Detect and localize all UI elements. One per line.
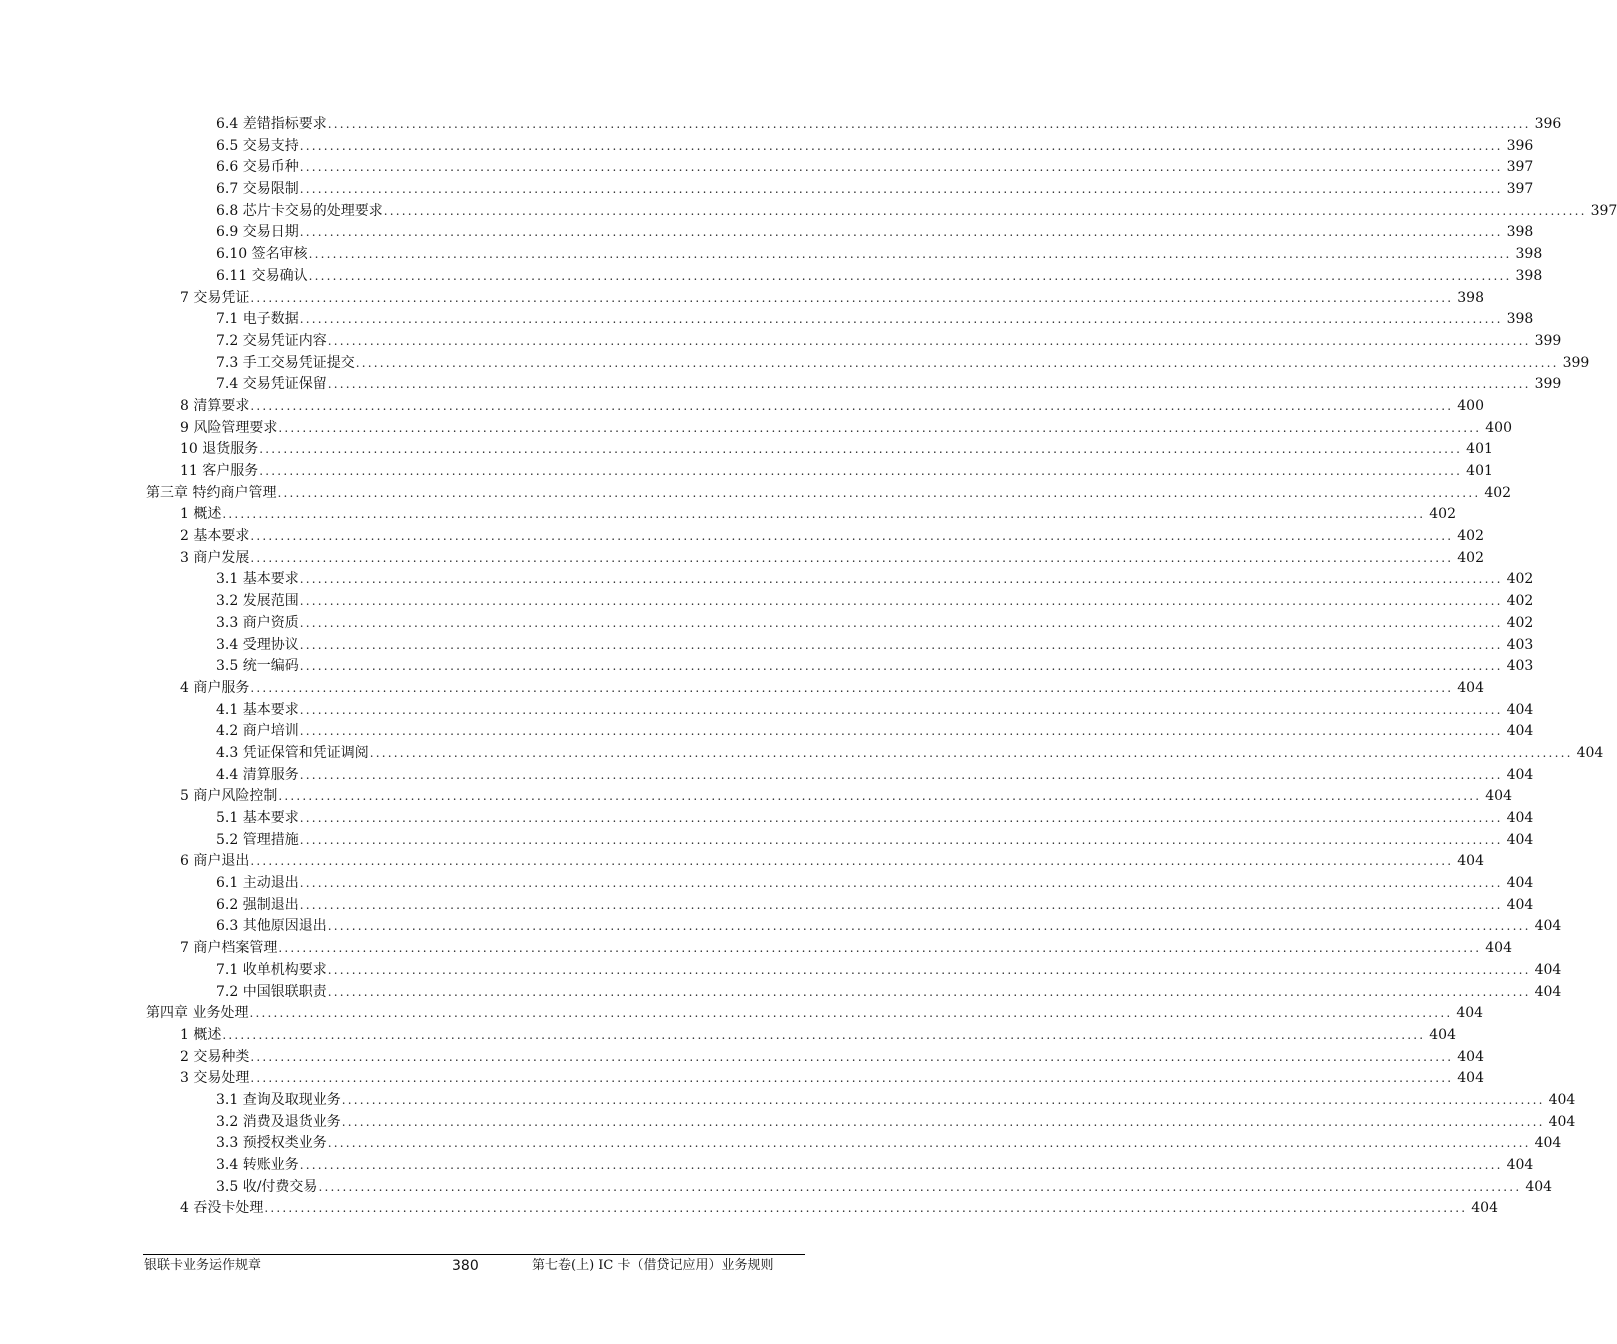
toc-entry-page: 398 xyxy=(1457,289,1484,306)
toc-dot-leader: ........................................................................................................................................................................................................ xyxy=(299,594,1503,609)
toc-entry-title: 6.1 主动退出 xyxy=(216,875,299,892)
toc-entry-page: 404 xyxy=(1506,896,1534,913)
toc-dot-leader: ........................................................................................................................................................................................................ xyxy=(327,333,1531,348)
toc-entry-page: 396 xyxy=(1506,137,1534,154)
toc-entry-page: 402 xyxy=(1457,549,1484,566)
toc-dot-leader: ........................................................................................................................................................................................................ xyxy=(299,767,1503,782)
toc-dot-leader: ........................................................................................................................................................................................................ xyxy=(259,464,1463,478)
toc-entry-page: 404 xyxy=(1506,701,1534,718)
toc-dot-leader: ........................................................................................................................................................................................................ xyxy=(341,1114,1545,1129)
toc-entry-title: 5 商户风险控制 xyxy=(180,788,278,805)
table-of-contents xyxy=(0,114,1617,1220)
toc-dot-leader: ........................................................................................................................................................................................................ xyxy=(299,702,1503,717)
toc-entry-title: 3.1 查询及取现业务 xyxy=(216,1091,341,1108)
toc-entry-title: 第三章 特约商户管理 xyxy=(146,484,277,501)
toc-entry-title: 1 概述 xyxy=(180,1026,222,1043)
toc-entry-page: 400 xyxy=(1457,397,1484,414)
toc-entry-page: 404 xyxy=(1534,918,1562,935)
toc-entry-title: 3 交易处理 xyxy=(180,1070,250,1087)
toc-dot-leader: ........................................................................................................................................................................................................ xyxy=(355,355,1559,370)
toc-entry[interactable] xyxy=(216,830,1534,852)
toc-entry-title: 4 商户服务 xyxy=(180,679,250,696)
toc-entry-page: 402 xyxy=(1484,484,1512,501)
toc-entry[interactable] xyxy=(180,851,1484,873)
toc-entry-page: 404 xyxy=(1534,1135,1562,1152)
toc-entry[interactable] xyxy=(180,418,1512,440)
toc-entry-page: 399 xyxy=(1534,376,1562,393)
toc-dot-leader: ........................................................................................................................................................................................................ xyxy=(299,832,1503,847)
toc-entry-title: 11 客户服务 xyxy=(180,463,259,479)
toc-entry-title: 3.3 预授权类业务 xyxy=(216,1135,327,1152)
toc-entry[interactable] xyxy=(216,982,1562,1004)
toc-entry-title: 7.2 交易凭证内容 xyxy=(216,332,327,349)
toc-entry-title: 5.2 管理措施 xyxy=(216,831,299,848)
toc-entry-title: 6.3 其他原因退出 xyxy=(216,918,327,935)
footer-page-number: 380 xyxy=(452,1258,479,1274)
toc-entry[interactable] xyxy=(146,1003,1484,1025)
toc-entry-page: 404 xyxy=(1506,1157,1534,1173)
toc-dot-leader: ........................................................................................................................................................................................................ xyxy=(250,550,1454,565)
toc-dot-leader: ........................................................................................................................................................................................................ xyxy=(250,1071,1454,1086)
toc-entry-title: 7.3 手工交易凭证提交 xyxy=(216,354,355,371)
toc-entry[interactable] xyxy=(216,136,1534,158)
toc-dot-leader: ........................................................................................................................................................................................................ xyxy=(278,420,1482,435)
toc-dot-leader: ........................................................................................................................................................................................................ xyxy=(299,811,1503,825)
toc-entry-title: 4.4 清算服务 xyxy=(216,766,299,783)
toc-dot-leader: ........................................................................................................................................................................................................ xyxy=(249,1006,1453,1021)
toc-entry-page: 404 xyxy=(1506,831,1534,848)
toc-dot-leader: ........................................................................................................................................................................................................ xyxy=(299,160,1503,175)
toc-dot-leader: ........................................................................................................................................................................................................ xyxy=(250,290,1454,305)
toc-entry[interactable] xyxy=(216,353,1590,375)
toc-entry-title: 3.4 受理协议 xyxy=(216,636,299,653)
toc-entry[interactable] xyxy=(180,548,1484,570)
toc-entry-title: 4 吞没卡处理 xyxy=(180,1200,264,1217)
toc-entry-title: 6.5 交易支持 xyxy=(216,137,299,154)
toc-entry[interactable] xyxy=(180,938,1512,960)
toc-entry[interactable] xyxy=(216,201,1617,223)
toc-dot-leader: ........................................................................................................................................................................................................ xyxy=(299,312,1503,327)
toc-entry-title: 7.4 交易凭证保留 xyxy=(216,376,327,393)
toc-entry-page: 401 xyxy=(1466,441,1493,458)
toc-entry[interactable] xyxy=(216,743,1604,765)
toc-entry-title: 2 交易种类 xyxy=(180,1048,250,1065)
toc-dot-leader: ........................................................................................................................................................................................................ xyxy=(299,182,1503,197)
toc-dot-leader: ........................................................................................................................................................................................................ xyxy=(277,485,1481,500)
toc-entry[interactable] xyxy=(216,721,1534,743)
toc-entry-title: 第四章 业务处理 xyxy=(146,1005,249,1022)
toc-dot-leader: ........................................................................................................................................................................................................ xyxy=(250,398,1454,413)
toc-entry-title: 1 概述 xyxy=(180,506,222,523)
toc-entry[interactable] xyxy=(216,873,1534,895)
toc-entry[interactable] xyxy=(216,895,1534,917)
toc-entry-page: 403 xyxy=(1506,636,1534,653)
toc-entry-page: 404 xyxy=(1548,1113,1576,1130)
toc-entry-page: 404 xyxy=(1534,961,1562,978)
toc-entry[interactable] xyxy=(216,244,1543,266)
toc-entry-page: 404 xyxy=(1457,1070,1484,1087)
toc-entry[interactable] xyxy=(216,1177,1553,1199)
toc-entry-page: 404 xyxy=(1576,744,1604,761)
toc-entry-title: 6.11 交易确认 xyxy=(216,267,308,284)
toc-dot-leader: ........................................................................................................................................................................................................ xyxy=(383,203,1587,218)
toc-entry-title: 6.10 签名审核 xyxy=(216,246,308,263)
toc-entry[interactable] xyxy=(216,309,1534,331)
toc-entry-page: 402 xyxy=(1506,614,1534,631)
toc-dot-leader: ........................................................................................................................................................................................................ xyxy=(308,268,1512,283)
toc-entry-page: 404 xyxy=(1506,723,1534,740)
toc-entry-page: 404 xyxy=(1471,1200,1498,1217)
toc-entry[interactable] xyxy=(216,916,1562,938)
toc-entry[interactable] xyxy=(216,1112,1576,1134)
toc-dot-leader: ........................................................................................................................................................................................................ xyxy=(299,225,1503,240)
toc-entry-title: 7.2 中国银联职责 xyxy=(216,983,327,1000)
toc-dot-leader: ........................................................................................................................................................................................................ xyxy=(299,572,1503,587)
toc-entry-title: 6 商户退出 xyxy=(180,853,250,870)
toc-entry-page: 398 xyxy=(1515,267,1543,284)
toc-entry-page: 404 xyxy=(1506,810,1534,826)
toc-entry-title: 4.2 商户培训 xyxy=(216,723,299,740)
toc-entry[interactable] xyxy=(216,613,1534,635)
toc-entry-title: 6.4 差错指标要求 xyxy=(216,116,327,132)
toc-entry[interactable] xyxy=(180,1025,1456,1047)
toc-entry-title: 7 商户档案管理 xyxy=(180,940,278,957)
toc-entry[interactable] xyxy=(180,1198,1498,1220)
toc-dot-leader: ........................................................................................................................................................................................................ xyxy=(222,507,1426,522)
toc-dot-leader: ........................................................................................................................................................................................................ xyxy=(299,876,1503,891)
toc-entry-title: 7.1 收单机构要求 xyxy=(216,961,327,978)
toc-dot-leader: ........................................................................................................................................................................................................ xyxy=(299,724,1503,739)
toc-dot-leader: ........................................................................................................................................................................................................ xyxy=(327,962,1531,977)
toc-entry-title: 9 风险管理要求 xyxy=(180,419,278,436)
toc-dot-leader: ........................................................................................................................................................................................................ xyxy=(278,789,1482,804)
toc-entry-title: 3.3 商户资质 xyxy=(216,614,299,631)
footer-book-title: 银联卡业务运作规章 xyxy=(144,1258,262,1273)
toc-entry-title: 3.2 发展范围 xyxy=(216,593,299,610)
toc-entry-page: 398 xyxy=(1506,311,1534,328)
toc-entry[interactable] xyxy=(216,157,1534,179)
toc-dot-leader: ........................................................................................................................................................................................................ xyxy=(259,442,1463,457)
toc-entry-page: 402 xyxy=(1506,571,1534,588)
toc-dot-leader: ........................................................................................................................................................................................................ xyxy=(327,919,1531,934)
toc-entry-title: 10 退货服务 xyxy=(180,441,259,458)
toc-entry-title: 8 清算要求 xyxy=(180,397,250,414)
toc-dot-leader: ........................................................................................................................................................................................................ xyxy=(318,1179,1522,1194)
toc-entry-title: 6.7 交易限制 xyxy=(216,181,299,198)
toc-dot-leader: ........................................................................................................................................................................................................ xyxy=(299,659,1503,674)
toc-dot-leader: ........................................................................................................................................................................................................ xyxy=(341,1092,1545,1107)
toc-dot-leader: ........................................................................................................................................................................................................ xyxy=(264,1201,1468,1216)
toc-entry-title: 3 商户发展 xyxy=(180,549,250,566)
toc-entry-page: 401 xyxy=(1466,463,1493,479)
toc-dot-leader: ........................................................................................................................................................................................................ xyxy=(299,1158,1503,1172)
toc-entry-page: 396 xyxy=(1534,116,1562,132)
toc-entry-title: 3.4 转账业务 xyxy=(216,1157,299,1173)
toc-entry-title: 3.5 收/付费交易 xyxy=(216,1178,318,1195)
toc-dot-leader: ........................................................................................................................................................................................................ xyxy=(278,941,1482,956)
toc-entry-page: 402 xyxy=(1457,528,1484,545)
toc-entry[interactable] xyxy=(216,266,1543,288)
toc-entry-page: 404 xyxy=(1485,940,1512,957)
toc-entry-page: 398 xyxy=(1515,246,1543,263)
toc-entry[interactable] xyxy=(216,765,1534,787)
toc-entry-title: 7.1 电子数据 xyxy=(216,311,299,328)
toc-entry[interactable] xyxy=(180,461,1493,483)
toc-entry-title: 3.5 统一编码 xyxy=(216,658,299,675)
toc-entry[interactable] xyxy=(216,960,1562,982)
toc-entry-title: 6.2 强制退出 xyxy=(216,896,299,913)
toc-entry-title: 6.8 芯片卡交易的处理要求 xyxy=(216,202,383,219)
toc-dot-leader: ........................................................................................................................................................................................................ xyxy=(327,984,1531,999)
toc-entry-title: 5.1 基本要求 xyxy=(216,810,299,826)
toc-entry-page: 400 xyxy=(1485,419,1512,436)
toc-entry-page: 397 xyxy=(1506,159,1534,176)
toc-dot-leader: ........................................................................................................................................................................................................ xyxy=(327,117,1531,131)
toc-entry[interactable] xyxy=(180,288,1484,310)
toc-entry-page: 403 xyxy=(1506,658,1534,675)
toc-dot-leader: ........................................................................................................................................................................................................ xyxy=(299,138,1503,153)
toc-entry-page: 397 xyxy=(1590,202,1617,219)
toc-entry[interactable] xyxy=(216,569,1534,591)
toc-entry-page: 404 xyxy=(1506,875,1534,892)
toc-entry-page: 404 xyxy=(1456,1005,1484,1022)
toc-entry[interactable] xyxy=(216,591,1534,613)
toc-entry-page: 404 xyxy=(1525,1178,1553,1195)
toc-dot-leader: ........................................................................................................................................................................................................ xyxy=(327,1136,1531,1151)
toc-entry[interactable] xyxy=(180,504,1456,526)
toc-dot-leader: ........................................................................................................................................................................................................ xyxy=(250,854,1454,869)
toc-entry-page: 404 xyxy=(1457,679,1484,696)
toc-entry[interactable] xyxy=(216,1155,1534,1177)
toc-entry[interactable] xyxy=(180,1047,1484,1069)
toc-entry[interactable] xyxy=(216,331,1562,353)
footer-divider xyxy=(143,1254,805,1255)
toc-entry[interactable] xyxy=(216,808,1534,830)
toc-entry-page: 404 xyxy=(1457,853,1484,870)
toc-entry[interactable] xyxy=(216,1133,1562,1155)
toc-dot-leader: ........................................................................................................................................................................................................ xyxy=(250,680,1454,695)
toc-dot-leader: ........................................................................................................................................................................................................ xyxy=(327,377,1531,392)
toc-dot-leader: ........................................................................................................................................................................................................ xyxy=(222,1027,1426,1042)
toc-entry[interactable] xyxy=(216,700,1534,722)
toc-entry-page: 404 xyxy=(1485,788,1512,805)
footer-volume-title: 第七卷(上) IC 卡（借贷记应用）业务规则 xyxy=(532,1258,774,1273)
toc-entry-page: 397 xyxy=(1506,181,1534,198)
toc-dot-leader: ........................................................................................................................................................................................................ xyxy=(299,615,1503,630)
toc-dot-leader: ........................................................................................................................................................................................................ xyxy=(308,247,1512,262)
toc-entry-title: 3.2 消费及退货业务 xyxy=(216,1113,341,1130)
toc-entry[interactable] xyxy=(216,635,1534,657)
toc-entry-title: 4.1 基本要求 xyxy=(216,701,299,718)
toc-entry[interactable] xyxy=(180,396,1484,418)
toc-entry-page: 404 xyxy=(1429,1026,1456,1043)
toc-entry[interactable] xyxy=(180,1068,1484,1090)
toc-entry-title: 7 交易凭证 xyxy=(180,289,250,306)
toc-entry[interactable] xyxy=(216,222,1534,244)
toc-entry[interactable] xyxy=(216,114,1562,136)
toc-entry-title: 4.3 凭证保管和凭证调阅 xyxy=(216,744,369,761)
toc-entry-title: 6.9 交易日期 xyxy=(216,224,299,241)
toc-entry[interactable] xyxy=(216,1090,1576,1112)
toc-entry[interactable] xyxy=(180,786,1512,808)
toc-entry-title: 3.1 基本要求 xyxy=(216,571,299,588)
toc-entry[interactable] xyxy=(216,179,1534,201)
toc-entry-page: 404 xyxy=(1457,1048,1484,1065)
toc-entry-title: 6.6 交易币种 xyxy=(216,159,299,176)
toc-entry[interactable] xyxy=(180,526,1484,548)
toc-entry[interactable] xyxy=(146,483,1512,505)
toc-dot-leader: ........................................................................................................................................................................................................ xyxy=(369,745,1573,760)
toc-entry-page: 399 xyxy=(1562,354,1590,371)
toc-entry-page: 399 xyxy=(1534,332,1562,349)
toc-entry-page: 402 xyxy=(1506,593,1534,610)
toc-entry-page: 398 xyxy=(1506,224,1534,241)
toc-entry[interactable] xyxy=(180,678,1484,700)
toc-entry-title: 2 基本要求 xyxy=(180,528,250,545)
toc-entry-page: 404 xyxy=(1534,983,1562,1000)
toc-entry[interactable] xyxy=(216,656,1534,678)
toc-entry-page: 404 xyxy=(1506,766,1534,783)
toc-dot-leader: ........................................................................................................................................................................................................ xyxy=(299,637,1503,652)
toc-entry[interactable] xyxy=(180,439,1493,461)
toc-entry-page: 402 xyxy=(1429,506,1456,523)
toc-entry[interactable] xyxy=(216,374,1562,396)
toc-entry-page: 404 xyxy=(1548,1091,1576,1108)
toc-dot-leader: ........................................................................................................................................................................................................ xyxy=(250,1049,1454,1064)
toc-dot-leader: ........................................................................................................................................................................................................ xyxy=(250,529,1454,544)
toc-dot-leader: ........................................................................................................................................................................................................ xyxy=(299,897,1503,912)
